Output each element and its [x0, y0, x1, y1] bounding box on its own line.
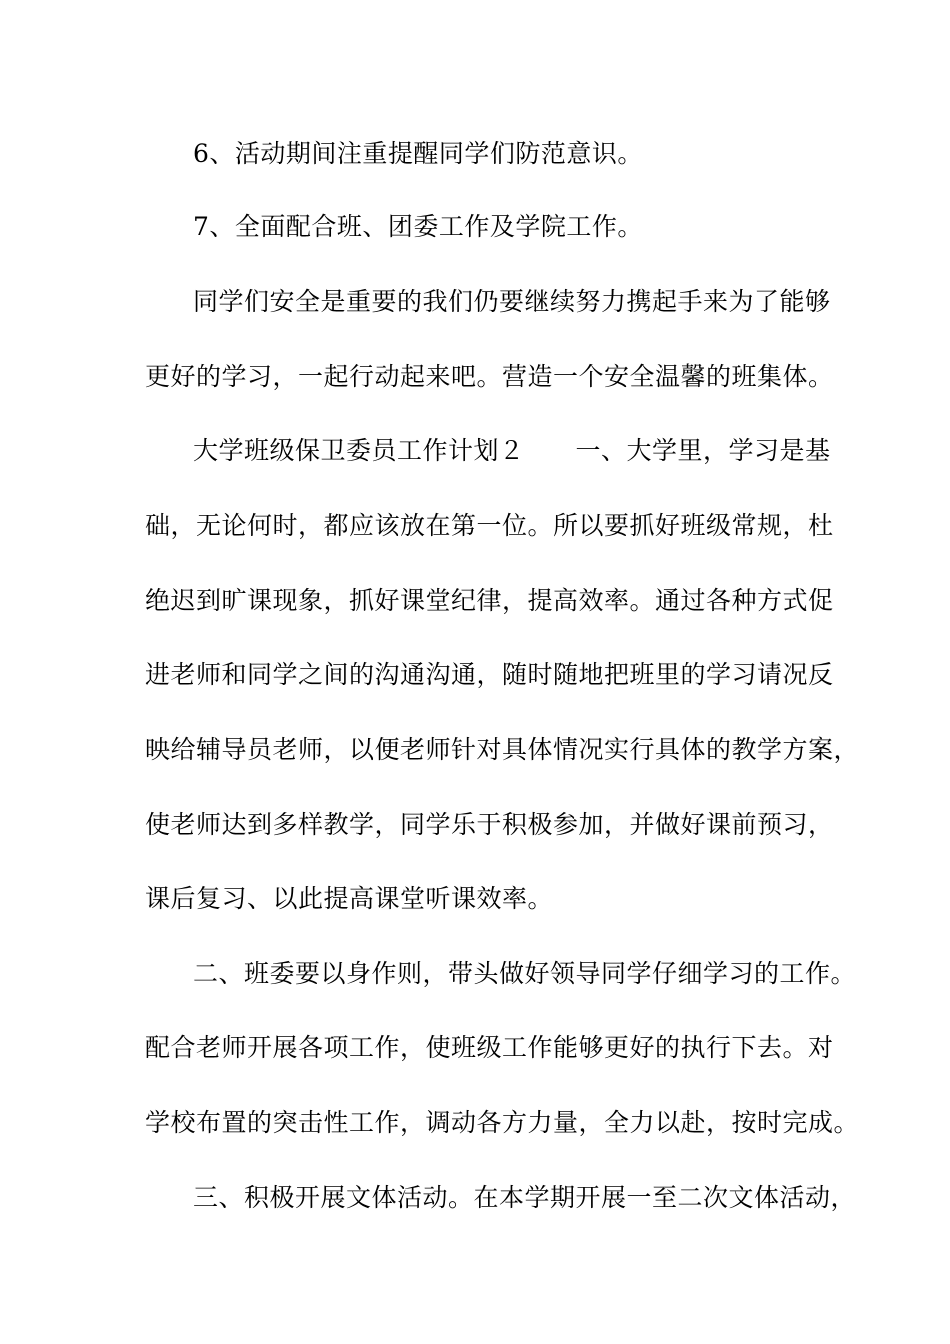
list-item-7: 7、全面配合班、团委工作及学院工作。	[193, 212, 643, 241]
paragraph-line: 课后复习、以此提高课堂听课效率。	[145, 884, 554, 913]
paragraph-line: 进老师和同学之间的沟通沟通，随时随地把班里的学习请况反	[145, 660, 834, 689]
paragraph-line: 三、积极开展文体活动。在本学期开展一至二次文体活动，	[193, 1183, 857, 1212]
paragraph-line: 学校布置的突击性工作，调动各方力量，全力以赴，按时完成。	[145, 1108, 860, 1137]
list-item-6: 6、活动期间注重提醒同学们防范意识。	[193, 139, 643, 168]
paragraph-line: 映给辅导员老师，以便老师针对具体情况实行具体的教学方案，	[145, 735, 860, 764]
paragraph-line: 同学们安全是重要的我们仍要继续努力携起手来为了能够	[193, 287, 831, 316]
paragraph-line: 配合老师开展各项工作，使班级工作能够更好的执行下去。对	[145, 1033, 834, 1062]
paragraph-line: 绝迟到旷课现象，抓好课堂纪律，提高效率。通过各种方式促	[145, 586, 834, 615]
paragraph-line: 二、班委要以身作则，带头做好领导同学仔细学习的工作。	[193, 959, 857, 988]
section-title-line: 大学班级保卫委员工作计划２ 一、大学里，学习是基	[193, 436, 831, 465]
paragraph-line: 使老师达到多样教学，同学乐于积极参加，并做好课前预习，	[145, 810, 834, 839]
paragraph-line: 更好的学习，一起行动起来吧。营造一个安全温馨的班集体。	[145, 362, 834, 391]
paragraph-line: 础，无论何时，都应该放在第一位。所以要抓好班级常规，杜	[145, 511, 834, 540]
